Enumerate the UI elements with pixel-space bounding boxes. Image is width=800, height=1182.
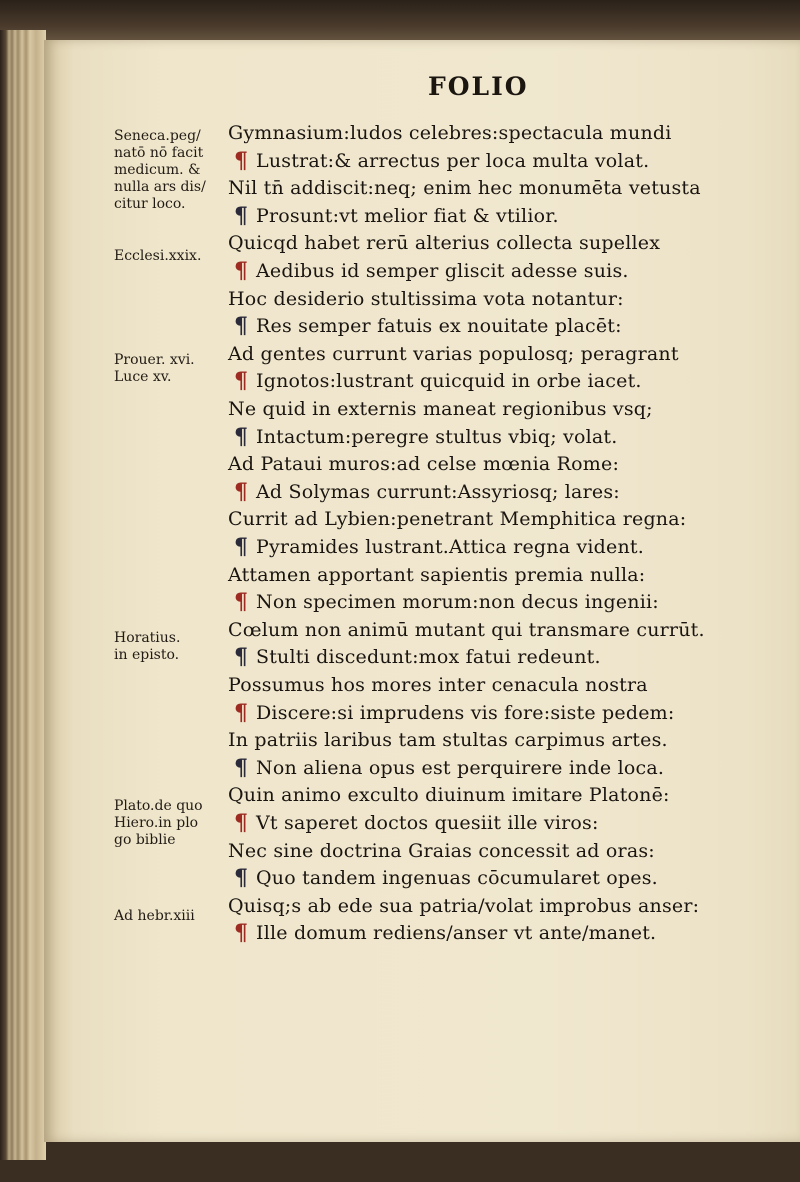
verse-text: Vt saperet doctos quesiit ille viros: [256,812,599,834]
marginal-note-line: in episto. [114,647,180,663]
verse-line [228,782,670,808]
verse-line [234,644,601,670]
verse-line [228,230,660,256]
verse-line [234,424,618,450]
marginal-note-line: Prouer. xvi. [114,352,195,368]
pilcrow-icon: ¶ [234,920,249,947]
folio-header: FOLIO [428,72,529,101]
verse-text: Non specimen morum:non decus ingenii: [256,591,659,614]
verse-line [234,148,649,174]
verse-line [234,810,599,836]
verse-line [228,286,624,312]
verse-text: Res semper fatuis ex nouitate placēt: [256,315,622,338]
verse-text: Attamen apportant sapientis premia nulla: [228,563,646,586]
verse-text: Gymnasium:ludos celebres:spectacula mundi [228,122,672,144]
verse-text: Ad Solymas currunt:Assyriosq; lares: [256,480,620,503]
pilcrow-icon: ¶ [234,589,249,616]
marginal-note-line: medicum. & [114,162,201,178]
verse-line [228,175,701,201]
verse-text: Ille domum rediens/anser vt ante/manet. [256,922,657,945]
pilcrow-icon: ¶ [234,147,249,174]
pilcrow-icon: ¶ [234,754,249,781]
verse-text: Quo tandem ingenuas cōcumularet opes. [256,867,658,890]
verse-line [228,617,705,643]
marginal-note-line: nulla ars dis/ [114,179,206,195]
verse-text: Discere:si imprudens vis fore:siste pedem: [256,701,675,724]
marginal-note-line: Plato.de quo [114,798,203,814]
verse-text: In patriis laribus tam stultas carpimus artes. [228,729,668,752]
marginal-note-line: Seneca.peg/ [114,128,201,144]
verse-line [234,258,629,284]
verse-line [228,727,668,753]
pilcrow-icon: ¶ [234,865,249,892]
page-stack-edges [0,30,46,1160]
verse-text: Hoc desiderio stultissima vota notantur: [228,287,624,310]
verse-text: Lustrat:& arrectus per loca multa volat. [256,149,650,172]
verse-text: Cœlum non animū mutant qui transmare currūt. [228,618,705,641]
marginal-note [114,352,224,386]
verse-text: Nec sine doctrina Graias concessit ad oras: [228,839,655,862]
pilcrow-icon: ¶ [234,202,249,229]
verse-line [234,479,620,505]
verse-text: Quisq;s ab ede sua patria/volat improbus anser: [228,894,700,917]
verse-text: Prosunt:vt melior fiat & vtilior. [256,204,559,227]
verse-text: Ignotos:lustrant quicquid in orbe iacet. [256,370,642,393]
verse-line [234,589,659,615]
verse-line [234,534,644,560]
verse-line [234,368,642,394]
verse-line [234,865,658,891]
marginal-note [114,630,224,664]
verse-line [228,506,686,532]
marginal-note [114,798,224,849]
pilcrow-icon: ¶ [234,423,249,450]
marginal-note-line: Hiero.in plo [114,815,199,831]
verse-text: Quicqd habet rerū alterius collecta supellex [228,232,661,255]
verse-line [228,120,672,146]
verse-text: Ne quid in externis maneat regionibus vsq; [228,398,653,420]
book-top-edge [0,0,800,44]
verse-text: Quin animo exculto diuinum imitare Platonē: [228,784,670,807]
pilcrow-icon: ¶ [234,313,249,340]
verse-line [228,672,648,698]
verse-text: Pyramides lustrant.Attica regna vident. [256,536,645,558]
verse-line [228,893,699,919]
verse-line [234,920,656,946]
verse-line [234,313,622,339]
verse-text: Non aliena opus est perquirere inde loca. [256,756,665,779]
marginal-note-line: Horatius. [114,630,181,646]
marginal-note [114,248,224,265]
pilcrow-icon: ¶ [234,478,249,505]
verse-line [228,451,619,477]
marginal-note-line: Luce xv. [114,369,172,385]
marginal-note-line: Ad hebr.xiii [114,908,195,924]
pilcrow-icon: ¶ [234,699,249,726]
verse-text: Currit ad Lybien:penetrant Memphitica regna: [228,508,687,531]
marginal-note-line: citur loco. [114,196,186,212]
verse-text: Stulti discedunt:mox fatui redeunt. [256,646,601,669]
verse-line [228,838,655,864]
verse-line [234,755,664,781]
marginal-note [114,908,224,925]
marginal-note [114,128,224,213]
verse-text: Ad gentes currunt varias populosq; peragrant [228,342,679,365]
pilcrow-icon: ¶ [234,534,249,560]
verse-line [234,700,674,726]
verse-text: Nil tn̄ addiscit:neq; enim hec monumēta vetusta [228,177,701,200]
verse-line [234,203,559,229]
pilcrow-icon: ¶ [234,368,249,395]
pilcrow-icon: ¶ [234,258,249,284]
pilcrow-icon: ¶ [234,810,249,836]
verse-line [228,341,679,367]
verse-text: Ad Pataui muros:ad celse mœnia Rome: [228,453,620,476]
verse-text: Possumus hos mores inter cenacula nostra [228,674,648,696]
marginal-note-line: go biblie [114,832,176,848]
verse-line [228,396,653,422]
verse-text: Intactum:peregre stultus vbiq; volat. [256,425,618,448]
marginal-note-line: natō nō facit [114,145,204,161]
marginal-note-line: Ecclesi.xxix. [114,248,202,264]
pilcrow-icon: ¶ [234,644,249,671]
verse-line [228,562,645,588]
verse-text: Aedibus id semper gliscit adesse suis. [256,260,629,282]
